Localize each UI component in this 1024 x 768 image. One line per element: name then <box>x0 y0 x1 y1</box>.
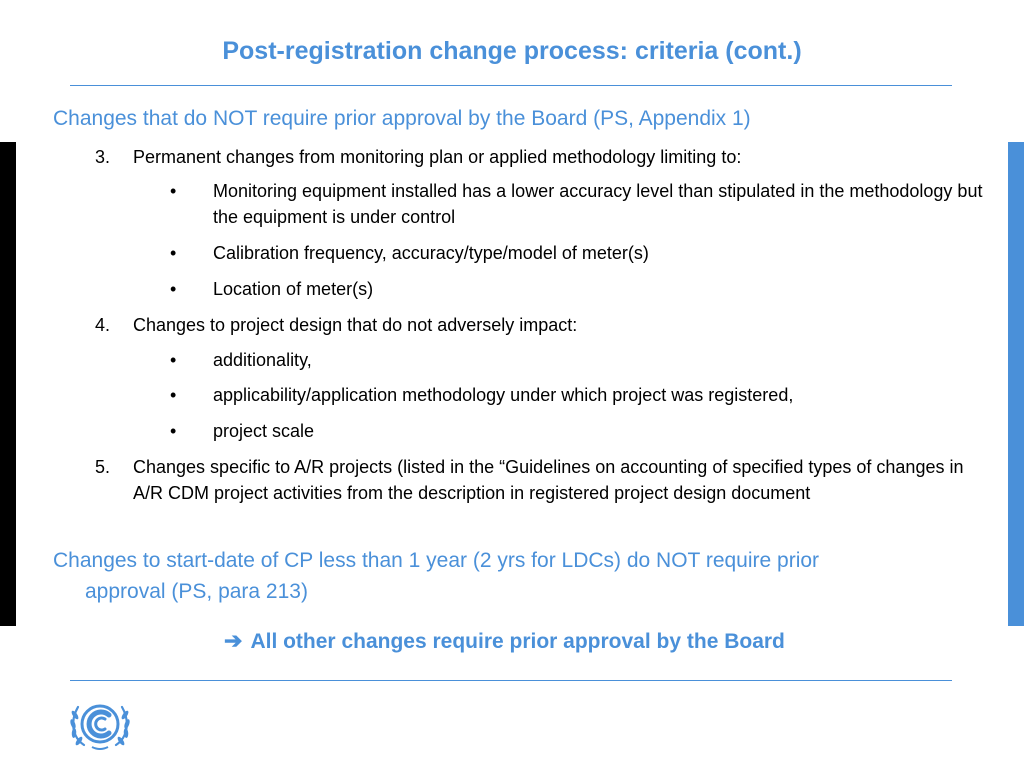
bullet-text: additionality, <box>213 350 312 370</box>
intro-text: Changes that do NOT require prior approval by the Board (PS, Appendix 1) <box>53 107 751 130</box>
conclusion-text: All other changes require prior approval by the Board <box>250 630 785 653</box>
left-edge-bar <box>0 142 16 626</box>
list-item-text: Permanent changes from monitoring plan or applied methodology limiting to: <box>133 147 742 167</box>
startdate-line-2: approval (PS, para 213) <box>85 580 308 603</box>
list-item-number: 4. <box>95 315 111 335</box>
title-divider <box>70 85 952 86</box>
list-item-text: Changes to project design that do not adversely impact: <box>133 315 578 335</box>
right-edge-bar <box>1008 142 1024 626</box>
slide-title: Post-registration change process: criteria (cont.) <box>222 37 802 65</box>
bullet-icon: • <box>170 181 177 201</box>
conclusion <box>224 626 785 657</box>
bullet-text: Location of meter(s) <box>213 279 374 299</box>
bullet-icon: • <box>170 385 177 405</box>
bullet-text: applicability/application methodology under which project was registered, <box>213 385 794 405</box>
unfccc-emblem-icon <box>66 697 134 753</box>
bullet-text: Calibration frequency, accuracy/type/model of meter(s) <box>213 243 649 263</box>
bullet-icon: • <box>170 279 177 299</box>
list-item-number: 3. <box>95 147 111 167</box>
bullet-icon: • <box>170 421 177 441</box>
list-item-text: Changes specific to A/R projects (listed in the “Guidelines on accounting of specified types of changes in A/R CDM project activities from the description in registered project design document <box>133 457 964 503</box>
startdate-line-1: Changes to start-date of CP less than 1 year (2 yrs for LDCs) do NOT require prior <box>53 549 820 572</box>
bullet-icon: • <box>170 350 177 370</box>
list-item-number: 5. <box>95 457 111 477</box>
bullet-icon: • <box>170 243 177 263</box>
bullet-text: Monitoring equipment installed has a lower accuracy level than stipulated in the methodology but the equipment is under control <box>213 181 983 227</box>
footer-divider <box>70 680 952 681</box>
arrow-right-icon: ➔ <box>224 628 243 653</box>
startdate-text <box>53 545 819 607</box>
bullet-text: project scale <box>213 421 315 441</box>
